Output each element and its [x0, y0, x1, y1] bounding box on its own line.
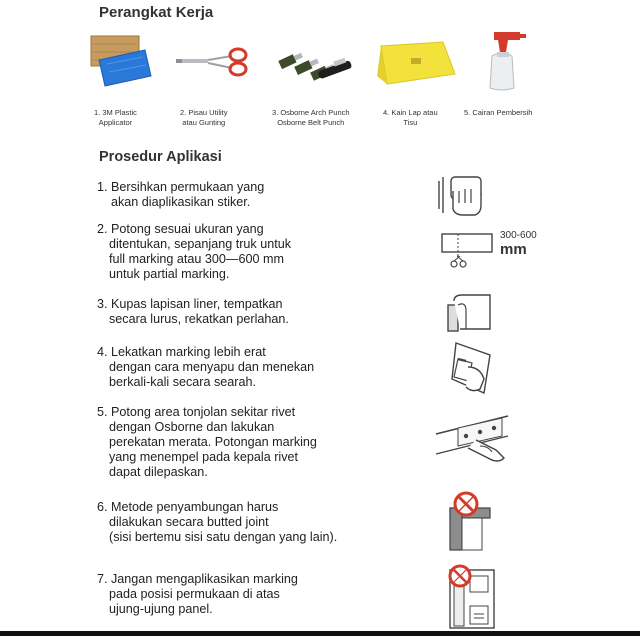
step-7: 7. Jangan mengaplikasikan marking pada posisi permukaan di atas ujung-ujung panel.: [97, 572, 298, 616]
tool-caption-2: 2. Pisau Utility atau Gunting: [180, 108, 228, 127]
step-2: 2. Potong sesuai ukuran yang ditentukan, sepanjang truk untuk full marking atau 300—600 mm untuk partial marking.: [97, 222, 292, 281]
cut-size-icon: [436, 228, 496, 272]
step-1: 1. Bersihkan permukaan yang akan diaplikasikan stiker.: [97, 180, 265, 209]
tool-caption-4: 4. Kain Lap atau Tisu: [383, 108, 438, 127]
bottom-border: [0, 631, 640, 636]
cloth-image: [373, 40, 459, 86]
step-4: 4. Lekatkan marking lebih erat dengan cara menyapu dan menekan berkali-kali secara searah.: [97, 345, 315, 389]
spray-image: [480, 30, 540, 92]
knife-scissors-image: [174, 46, 254, 80]
tools-title: Perangkat Kerja: [99, 4, 214, 21]
wipe-hand-icon: [435, 173, 491, 219]
butted-joint-icon: [446, 488, 492, 552]
cut-range-label: 300-600: [500, 230, 537, 241]
procedure-title: Prosedur Aplikasi: [99, 149, 222, 165]
step-5: 5. Potong area tonjolan sekitar rivet dengan Osborne dan lakukan perekatan merata. Potongan marking yang menempel pada kepala rivet dapat dilepaskan.: [97, 405, 317, 479]
tool-caption-3: 3. Osborne Arch Punch Osborne Belt Punch: [272, 108, 350, 127]
tool-caption-5: 5. Cairan Pembersih: [464, 108, 533, 117]
step-6: 6. Metode penyambungan harus dilakukan secara butted joint (sisi bertemu sisi satu dengan yang lain).: [97, 500, 338, 544]
step-3: 3. Kupas lapisan liner, tempatkan secara lurus, rekatkan perlahan.: [97, 297, 289, 326]
peel-liner-icon: [444, 291, 496, 335]
punch-image: [274, 40, 358, 84]
cut-unit-label: mm: [500, 241, 527, 258]
rivet-punch-icon: [432, 406, 512, 474]
squeegee-hand-icon: [444, 337, 496, 399]
tool-caption-1: 1. 3M Plastic Applicator: [94, 108, 137, 127]
applicator-image: [89, 30, 153, 88]
panel-edge-icon: [444, 562, 500, 630]
